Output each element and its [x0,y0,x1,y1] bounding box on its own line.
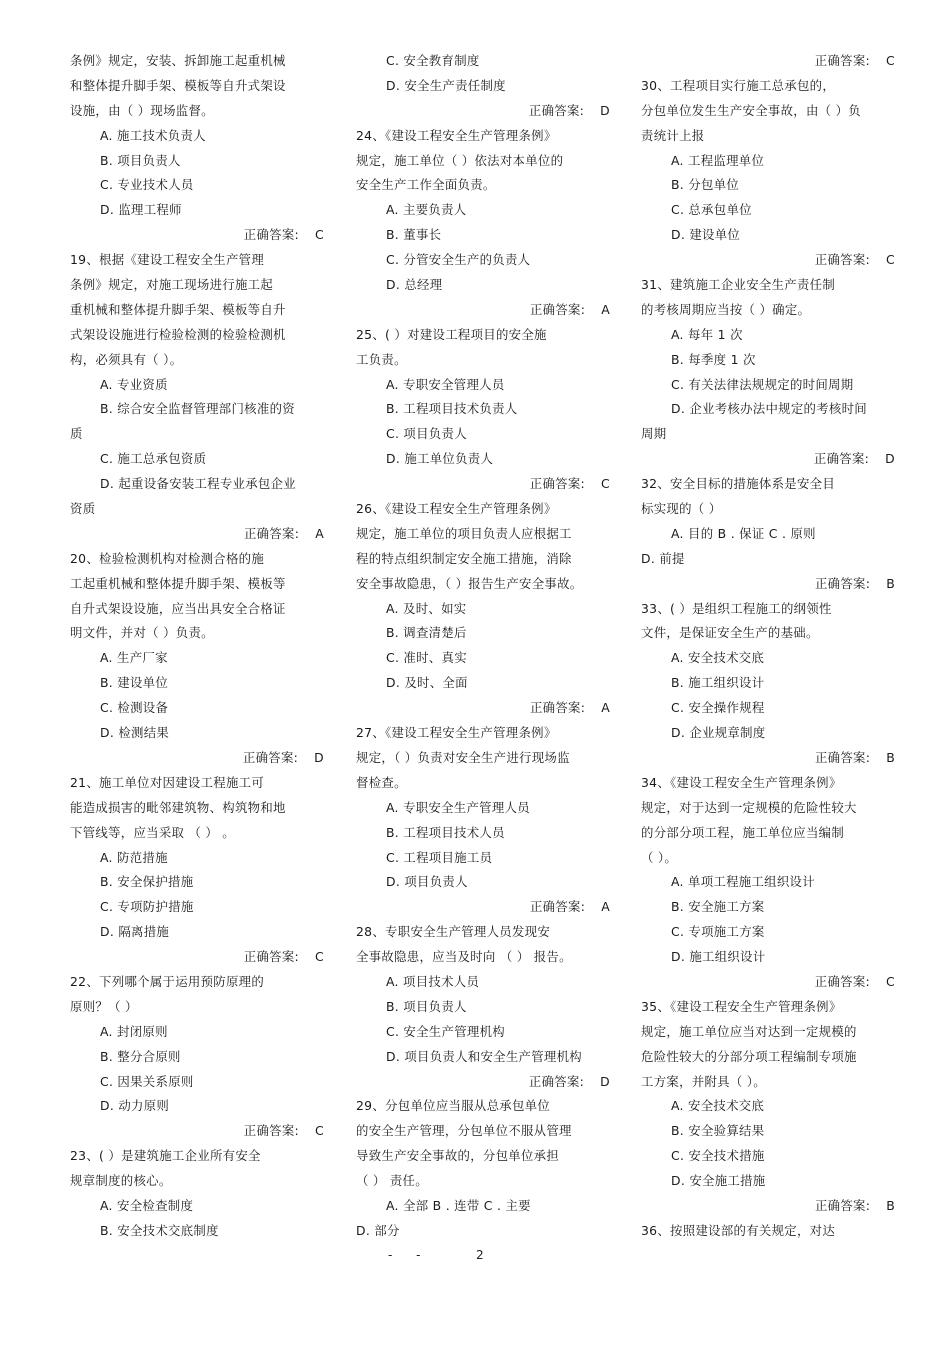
answer-value: C [315,227,324,243]
question-text-line: 责统计上报 [641,127,705,143]
question-text-line: 安全事故隐患，（ ）报告生产安全事故。 [356,575,583,591]
option-line: B. 安全施工方案 [671,899,765,915]
option-line: B. 董事长 [386,227,442,243]
text-column-3 [641,49,903,1244]
question-text-line: 的考核周期应当按（ ）确定。 [641,301,811,317]
question-text-line: 19、根据《建设工程安全生产管理 [70,252,265,268]
page-number: 2 [476,1248,484,1262]
option-line: A. 工程监理单位 [671,152,765,168]
answer-line [641,447,903,472]
question-text-line: 标实现的（ ） [641,501,722,517]
option-line: D. 起重设备安装工程专业承包企业 [100,476,296,492]
option-line: A. 安全技术交底 [671,1098,765,1114]
option-line: D. 安全施工措施 [671,1173,766,1189]
question-text-line: D. 部分 [356,1222,400,1238]
option-line: C. 分管安全生产的负责人 [386,252,531,268]
option-line: C. 工程项目施工员 [386,849,493,865]
option-line: D. 施工单位负责人 [386,451,494,467]
question-text-line: 督检查。 [356,774,407,790]
question-text-line: 36、按照建设部的有关规定，对达 [641,1222,836,1238]
answer-label: 正确答案: [814,973,871,989]
option-line: C. 专业技术人员 [100,177,194,193]
answer-line [356,1070,618,1095]
option-line: D. 及时、全面 [386,675,468,691]
question-text-line: 全事故隐患，应当及时向 （ ） 报告。 [356,949,572,965]
answer-label: 正确答案: [243,1123,300,1139]
option-line: C. 项目负责人 [386,426,467,442]
option-line: D. 建设单位 [671,227,741,243]
option-line: B. 整分合原则 [100,1048,181,1064]
answer-line [356,895,618,920]
question-text-line: 文件，是保证安全生产的基础。 [641,625,819,641]
option-line: A. 专业资质 [100,376,168,392]
option-line: B. 调查清楚后 [386,625,467,641]
answer-line [356,298,618,323]
answer-value: D [314,749,324,765]
option-line: B. 分包单位 [671,177,740,193]
question-text-line: 原则？（ ） [70,998,138,1014]
option-line: D. 监理工程师 [100,202,182,218]
question-text-line: 规定，对于达到一定规模的危险性较大 [641,799,857,815]
option-line: A. 项目技术人员 [386,973,480,989]
option-line: C. 安全教育制度 [386,53,480,68]
option-line: B. 项目负责人 [386,998,467,1014]
page-footer [0,1248,950,1268]
option-line: C. 检测设备 [100,700,169,716]
answer-label: 正确答案: [243,525,300,541]
question-text-line: 重机械和整体提升脚手架、模板等自升 [70,301,286,317]
answer-line [70,1119,332,1144]
option-line: A. 封闭原则 [100,1023,168,1039]
question-text-line: 设施，由（ ）现场监督。 [70,102,214,118]
answer-line [70,746,332,771]
question-text-line: 分包单位发生生产安全事故，由（ ）负 [641,102,861,118]
option-line: D. 检测结果 [100,725,170,741]
text-column-1 [70,49,332,1244]
option-line: A. 生产厂家 [100,650,168,666]
question-text-line: 自升式架设设施，应当出具安全合格证 [70,600,286,616]
question-text-line: 29、分包单位应当服从总承包单位 [356,1098,551,1114]
question-text-line: 工负责。 [356,351,407,367]
question-text-line: 下管线等，应当采取 （ ） 。 [70,824,236,840]
option-line: B. 每季度 1 次 [671,351,756,367]
option-line: B. 综合安全监督管理部门核准的资 [100,401,295,417]
answer-label: 正确答案: [813,451,870,467]
answer-line [641,1194,903,1219]
question-text-line: 24、《建设工程安全生产管理条例》 [356,127,557,143]
answer-value: B [886,1197,895,1213]
answer-value: A [315,525,324,541]
question-text-line: 23、( ）是建筑施工企业所有安全 [70,1148,261,1164]
answer-label: 正确答案: [529,301,586,317]
question-text-line: 28、专职安全生产管理人员发现安 [356,924,551,940]
answer-value: C [315,949,324,965]
question-text-line: 和整体提升脚手架、模板等自升式架设 [70,77,286,93]
question-text-line: 工方案，并附具（ ）。 [641,1073,766,1089]
question-text-line: 25、( ）对建设工程项目的安全施 [356,326,547,342]
answer-label: 正确答案: [528,1073,585,1089]
answer-value: D [885,451,895,467]
option-line: D. 项目负责人和安全生产管理机构 [386,1048,582,1064]
option-line: A. 及时、如实 [386,600,467,616]
answer-value: A [601,700,610,716]
option-line: B. 安全技术交底制度 [100,1222,219,1238]
question-text-line: 21、施工单位对因建设工程施工可 [70,774,265,790]
option-line: D. 总经理 [386,277,443,293]
question-text-line: 规定，（ ）负责对安全生产进行现场监 [356,749,570,765]
question-text-line: 规定，施工单位的项目负责人应根据工 [356,525,572,541]
option-line: D. 企业考核办法中规定的考核时间 [671,401,867,417]
answer-value: C [315,1123,324,1139]
footer-dashes: - - [388,1248,431,1262]
option-line: B. 施工组织设计 [671,675,765,691]
answer-label: 正确答案: [243,227,300,243]
option-line: A. 每年 1 次 [671,326,743,342]
option-line: C. 安全生产管理机构 [386,1023,505,1039]
question-text-line: 20、检验检测机构对检测合格的施 [70,550,265,566]
option-line: A. 防范措施 [100,849,168,865]
question-text-line: 33、( ）是组织工程施工的纲领性 [641,600,832,616]
option-line: C. 有关法律法规规定的时间周期 [671,376,854,392]
answer-value: C [886,252,895,268]
answer-value: B [886,749,895,765]
question-text-line: 条例》规定，对施工现场进行施工起 [70,277,274,293]
option-line: C. 总承包单位 [671,202,752,218]
option-line: B. 项目负责人 [100,152,181,168]
question-text-line: 导致生产安全事故的，分包单位承担 [356,1148,560,1164]
option-line: D. 隔离措施 [100,924,170,940]
option-line: B. 工程项目技术负责人 [386,401,518,417]
question-text-line: 规定，施工单位（ ）依法对本单位的 [356,152,564,168]
question-text-line: 26、《建设工程安全生产管理条例》 [356,501,557,517]
answer-value: A [601,899,610,915]
question-text-line: 34、《建设工程安全生产管理条例》 [641,774,842,790]
question-text-line: 式架设设施进行检验检测的检验检测机 [70,326,286,342]
option-line: B. 建设单位 [100,675,169,691]
answer-label: 正确答案: [814,749,871,765]
answer-line [641,572,903,597]
option-line: A. 安全技术交底 [671,650,765,666]
option-line: A. 单项工程施工组织设计 [671,874,815,890]
answer-value: D [600,1073,610,1089]
option-line: C. 安全操作规程 [671,700,765,716]
question-text-line: 31、建筑施工企业安全生产责任制 [641,277,836,293]
answer-label: 正确答案: [243,949,300,965]
answer-label: 正确答案: [814,1197,871,1213]
question-text-line: 明文件，并对（ ）负责。 [70,625,214,641]
answer-value: C [886,53,895,68]
question-text-line: D. 前提 [641,550,685,566]
answer-line [70,223,332,248]
answer-value: B [886,575,895,591]
question-text-line: 程的特点组织制定安全施工措施，消除 [356,550,572,566]
option-line: A. 目的 B . 保证 C . 原则 [671,525,816,541]
question-text-line: （ ） 责任。 [356,1173,428,1189]
answer-value: C [886,973,895,989]
answer-label: 正确答案: [242,749,299,765]
answer-line [641,248,903,273]
option-line: A. 全部 B . 连带 C . 主要 [386,1197,531,1213]
answer-value: A [601,301,610,317]
option-line: B. 安全保护措施 [100,874,194,890]
question-text-line: 危险性较大的分部分项工程编制专项施 [641,1048,857,1064]
option-line: C. 施工总承包资质 [100,451,207,467]
option-line: A. 施工技术负责人 [100,127,206,143]
question-text-line: 构，必须具有（ ）。 [70,351,183,367]
option-line: D. 施工组织设计 [671,949,766,965]
answer-line [356,696,618,721]
answer-label: 正确答案: [814,252,871,268]
option-line: D. 安全生产责任制度 [386,77,506,93]
option-line: D. 企业规章制度 [671,725,766,741]
answer-label: 正确答案: [529,899,586,915]
answer-label: 正确答案: [529,476,586,492]
answer-line [641,970,903,995]
answer-value: D [600,102,610,118]
option-line: C. 准时、真实 [386,650,467,666]
question-text-line: 30、工程项目实行施工总承包的， [641,77,836,93]
question-text-line: 27、《建设工程安全生产管理条例》 [356,725,557,741]
question-text-line: 安全生产工作全面负责。 [356,177,496,193]
option-line: A. 安全检查制度 [100,1197,194,1213]
answer-line [356,99,618,124]
text-column-2 [356,49,618,1244]
option-line: B. 工程项目技术人员 [386,824,505,840]
question-text-line: 22、下列哪个属于运用预防原理的 [70,973,265,989]
option-line: C. 安全技术措施 [671,1148,765,1164]
question-text-line: （ ）。 [641,849,678,865]
question-text-line: 资质 [70,501,96,517]
answer-value: C [601,476,610,492]
question-text-line: 质 [70,426,83,442]
answer-label: 正确答案: [529,700,586,716]
answer-line [70,522,332,547]
question-text-line: 35、《建设工程安全生产管理条例》 [641,998,842,1014]
option-line: D. 项目负责人 [386,874,468,890]
answer-line [641,49,903,74]
answer-label: 正确答案: [814,575,871,591]
question-text-line: 周期 [641,426,667,442]
option-line: C. 专项防护措施 [100,899,194,915]
option-line: B. 安全验算结果 [671,1123,765,1139]
option-line: A. 专职安全生产管理人员 [386,799,530,815]
answer-line [356,472,618,497]
answer-line [70,945,332,970]
answer-label: 正确答案: [814,53,871,68]
option-line: C. 专项施工方案 [671,924,765,940]
option-line: A. 主要负责人 [386,202,467,218]
option-line: A. 专职安全管理人员 [386,376,505,392]
question-text-line: 规定，施工单位应当对达到一定规模的 [641,1023,857,1039]
answer-label: 正确答案: [528,102,585,118]
option-line: C. 因果关系原则 [100,1073,194,1089]
question-text-line: 能造成损害的毗邻建筑物、构筑物和地 [70,799,286,815]
question-text-line: 的安全生产管理，分包单位不服从管理 [356,1123,572,1139]
question-text-line: 条例》规定，安装、拆卸施工起重机械 [70,53,286,68]
question-text-line: 规章制度的核心。 [70,1173,172,1189]
option-line: D. 动力原则 [100,1098,170,1114]
question-text-line: 的分部分项工程，施工单位应当编制 [641,824,845,840]
question-text-line: 32、安全目标的措施体系是安全目 [641,476,836,492]
answer-line [641,746,903,771]
question-text-line: 工起重机械和整体提升脚手架、模板等 [70,575,286,591]
